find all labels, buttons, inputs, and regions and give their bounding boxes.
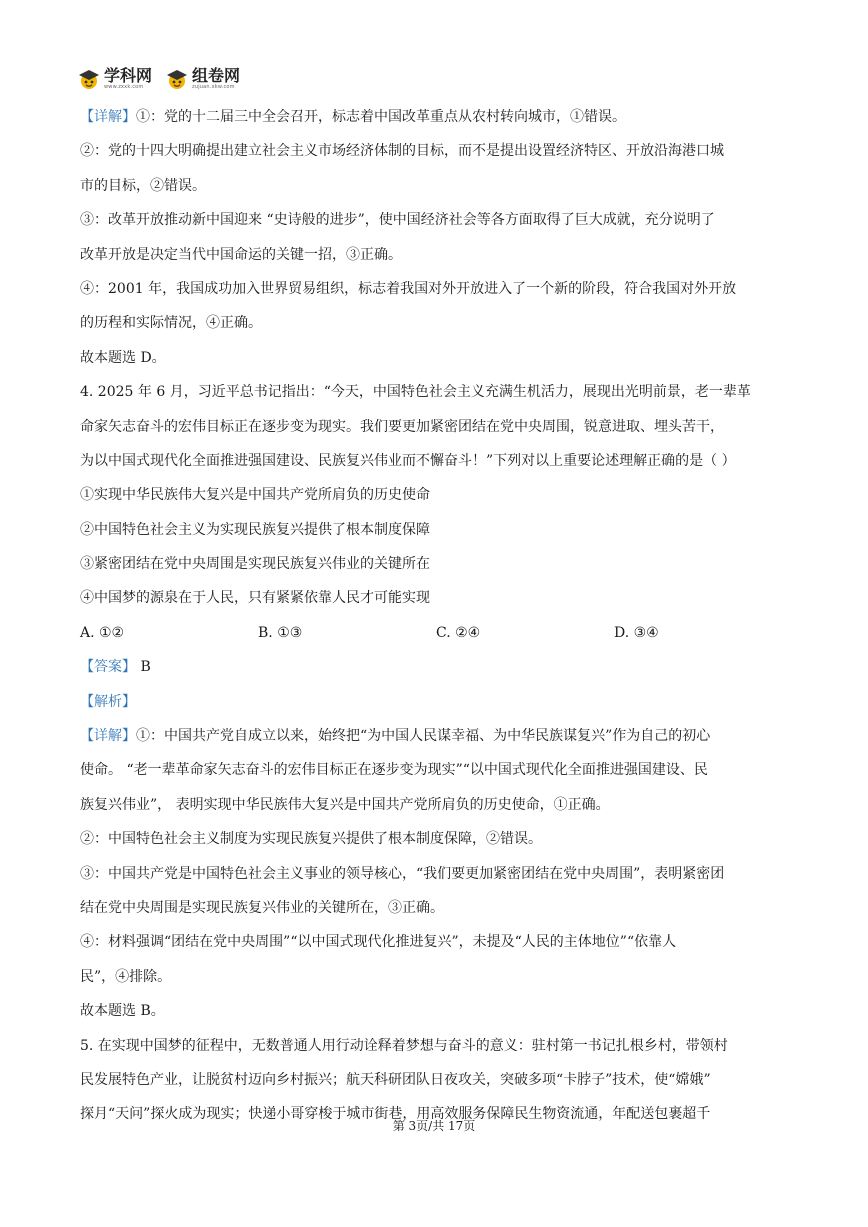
logo-url: zujuan.xkw.com xyxy=(192,84,235,90)
graduate-cap-icon xyxy=(78,68,100,90)
analysis-line xyxy=(80,685,800,719)
statement: ④中国梦的源泉在于人民，只有紧紧依靠人民才可能实现 xyxy=(80,590,430,607)
statement: ②中国特色社会主义为实现民族复兴提供了根本制度保障 xyxy=(80,521,430,538)
statement: ③紧密团结在党中央周围是实现民族复兴伟业的关键所在 xyxy=(80,556,430,573)
detail-line: 的历程和实际情况，④正确。 xyxy=(80,315,262,332)
conclusion: 故本题选 B。 xyxy=(80,1003,165,1020)
logo-url: www.zxxk.com xyxy=(104,84,144,90)
detail-line: 改革开放是决定当代中国命运的关键一招，③正确。 xyxy=(80,246,402,263)
page-number: 第 3页/共 17页 xyxy=(392,1119,476,1133)
detail-line: 使命。 “老一辈革命家矢志奋斗的宏伟目标正在逐步变为现实”“以中国式现代化全面推进强国建设、民 xyxy=(80,762,708,779)
zujuan-logo xyxy=(166,68,240,90)
detail-line: ④：材料强调“团结在党中央周围”“以中国式现代化推进复兴”，未提及“人民的主体地位”“依靠人 xyxy=(80,934,677,951)
logo-name: 组卷网 xyxy=(192,66,241,85)
answer-value: B xyxy=(140,659,151,676)
answer-tag: 【答案】 xyxy=(80,659,136,676)
graduate-cap-icon xyxy=(166,68,188,90)
detail-line: ②：党的十四大明确提出建立社会主义市场经济体制的目标，而不是提出设置经济特区、开放沿海港口城 xyxy=(80,143,724,160)
header-logos xyxy=(78,64,240,94)
detail-line: ②：中国特色社会主义制度为实现民族复兴提供了根本制度保障，②错误。 xyxy=(80,831,542,848)
option-a: A. ①② xyxy=(80,624,125,641)
detail-line: ③：改革开放推动新中国迎来 “史诗般的进步”，使中国经济社会等各方面取得了巨大成就，充分说明了 xyxy=(80,212,715,229)
page-content xyxy=(80,100,800,1132)
detail-line xyxy=(80,719,800,753)
detail-line xyxy=(80,100,800,134)
question-stem: 命家矢志奋斗的宏伟目标正在逐步变为现实。我们要更加紧密团结在党中央周围，锐意进取、埋头苦干， xyxy=(80,418,724,435)
option-c: C. ②④ xyxy=(436,624,481,641)
statement: ①实现中华民族伟大复兴是中国共产党所肩负的历史使命 xyxy=(80,487,430,504)
question-stem: 4. 2025 年 6 月，习近平总书记指出：“今天，中国特色社会主义充满生机活力，展现出光明前景，老一辈革 xyxy=(80,384,751,401)
detail-line: ③：中国共产党是中国特色社会主义事业的领导核心，“我们要更加紧密团结在党中央周围”，表明紧密团 xyxy=(80,865,725,882)
answer-options xyxy=(80,616,800,650)
detail-text: ①：党的十二届三中全会召开，标志着中国改革重点从农村转向城市，①错误。 xyxy=(136,109,626,125)
question-stem: 为以中国式现代化全面推进强国建设、民族复兴伟业而不懈奋斗！”下列对以上重要论述理解正确的是（ ） xyxy=(80,452,736,469)
question-stem: 探月“天问”探火成为现实；快递小哥穿梭于城市街巷，用高效服务保障民生物资流通，年配送包裹超千 xyxy=(80,1106,711,1123)
logo-name: 学科网 xyxy=(104,66,153,85)
question-stem: 民发展特色产业，让脱贫村迈向乡村振兴；航天科研团队日夜攻关，突破多项“卡脖子”技术，使“嫦娥” xyxy=(80,1071,711,1088)
detail-line: 市的目标，②错误。 xyxy=(80,177,206,194)
conclusion: 故本题选 D。 xyxy=(80,349,166,366)
detail-tag: 【详解】 xyxy=(80,728,136,745)
detail-line: ④：2001 年，我国成功加入世界贸易组织，标志着我国对外开放进入了一个新的阶段，符合我国对外开放 xyxy=(80,280,737,297)
analysis-tag: 【解析】 xyxy=(80,693,136,710)
detail-line: 结在党中央周围是实现民族复兴伟业的关键所在，③正确。 xyxy=(80,899,444,916)
option-d: D. ③④ xyxy=(614,624,659,641)
detail-tag: 【详解】 xyxy=(80,109,136,125)
answer-line xyxy=(80,650,800,684)
option-b: B. ①③ xyxy=(258,624,303,641)
detail-line: 族复兴伟业”， 表明实现中华民族伟大复兴是中国共产党所肩负的历史使命，①正确。 xyxy=(80,796,610,813)
xueke-logo xyxy=(78,68,152,90)
question-stem: 5. 在实现中国梦的征程中，无数普通人用行动诠释着梦想与奋斗的意义：驻村第一书记扎根乡村，带领村 xyxy=(80,1037,728,1054)
detail-line: 民”，④排除。 xyxy=(80,968,172,985)
detail-text: ①：中国共产党自成立以来，始终把“为中国人民谋幸福、为中华民族谋复兴”作为自己的初心 xyxy=(136,728,711,745)
